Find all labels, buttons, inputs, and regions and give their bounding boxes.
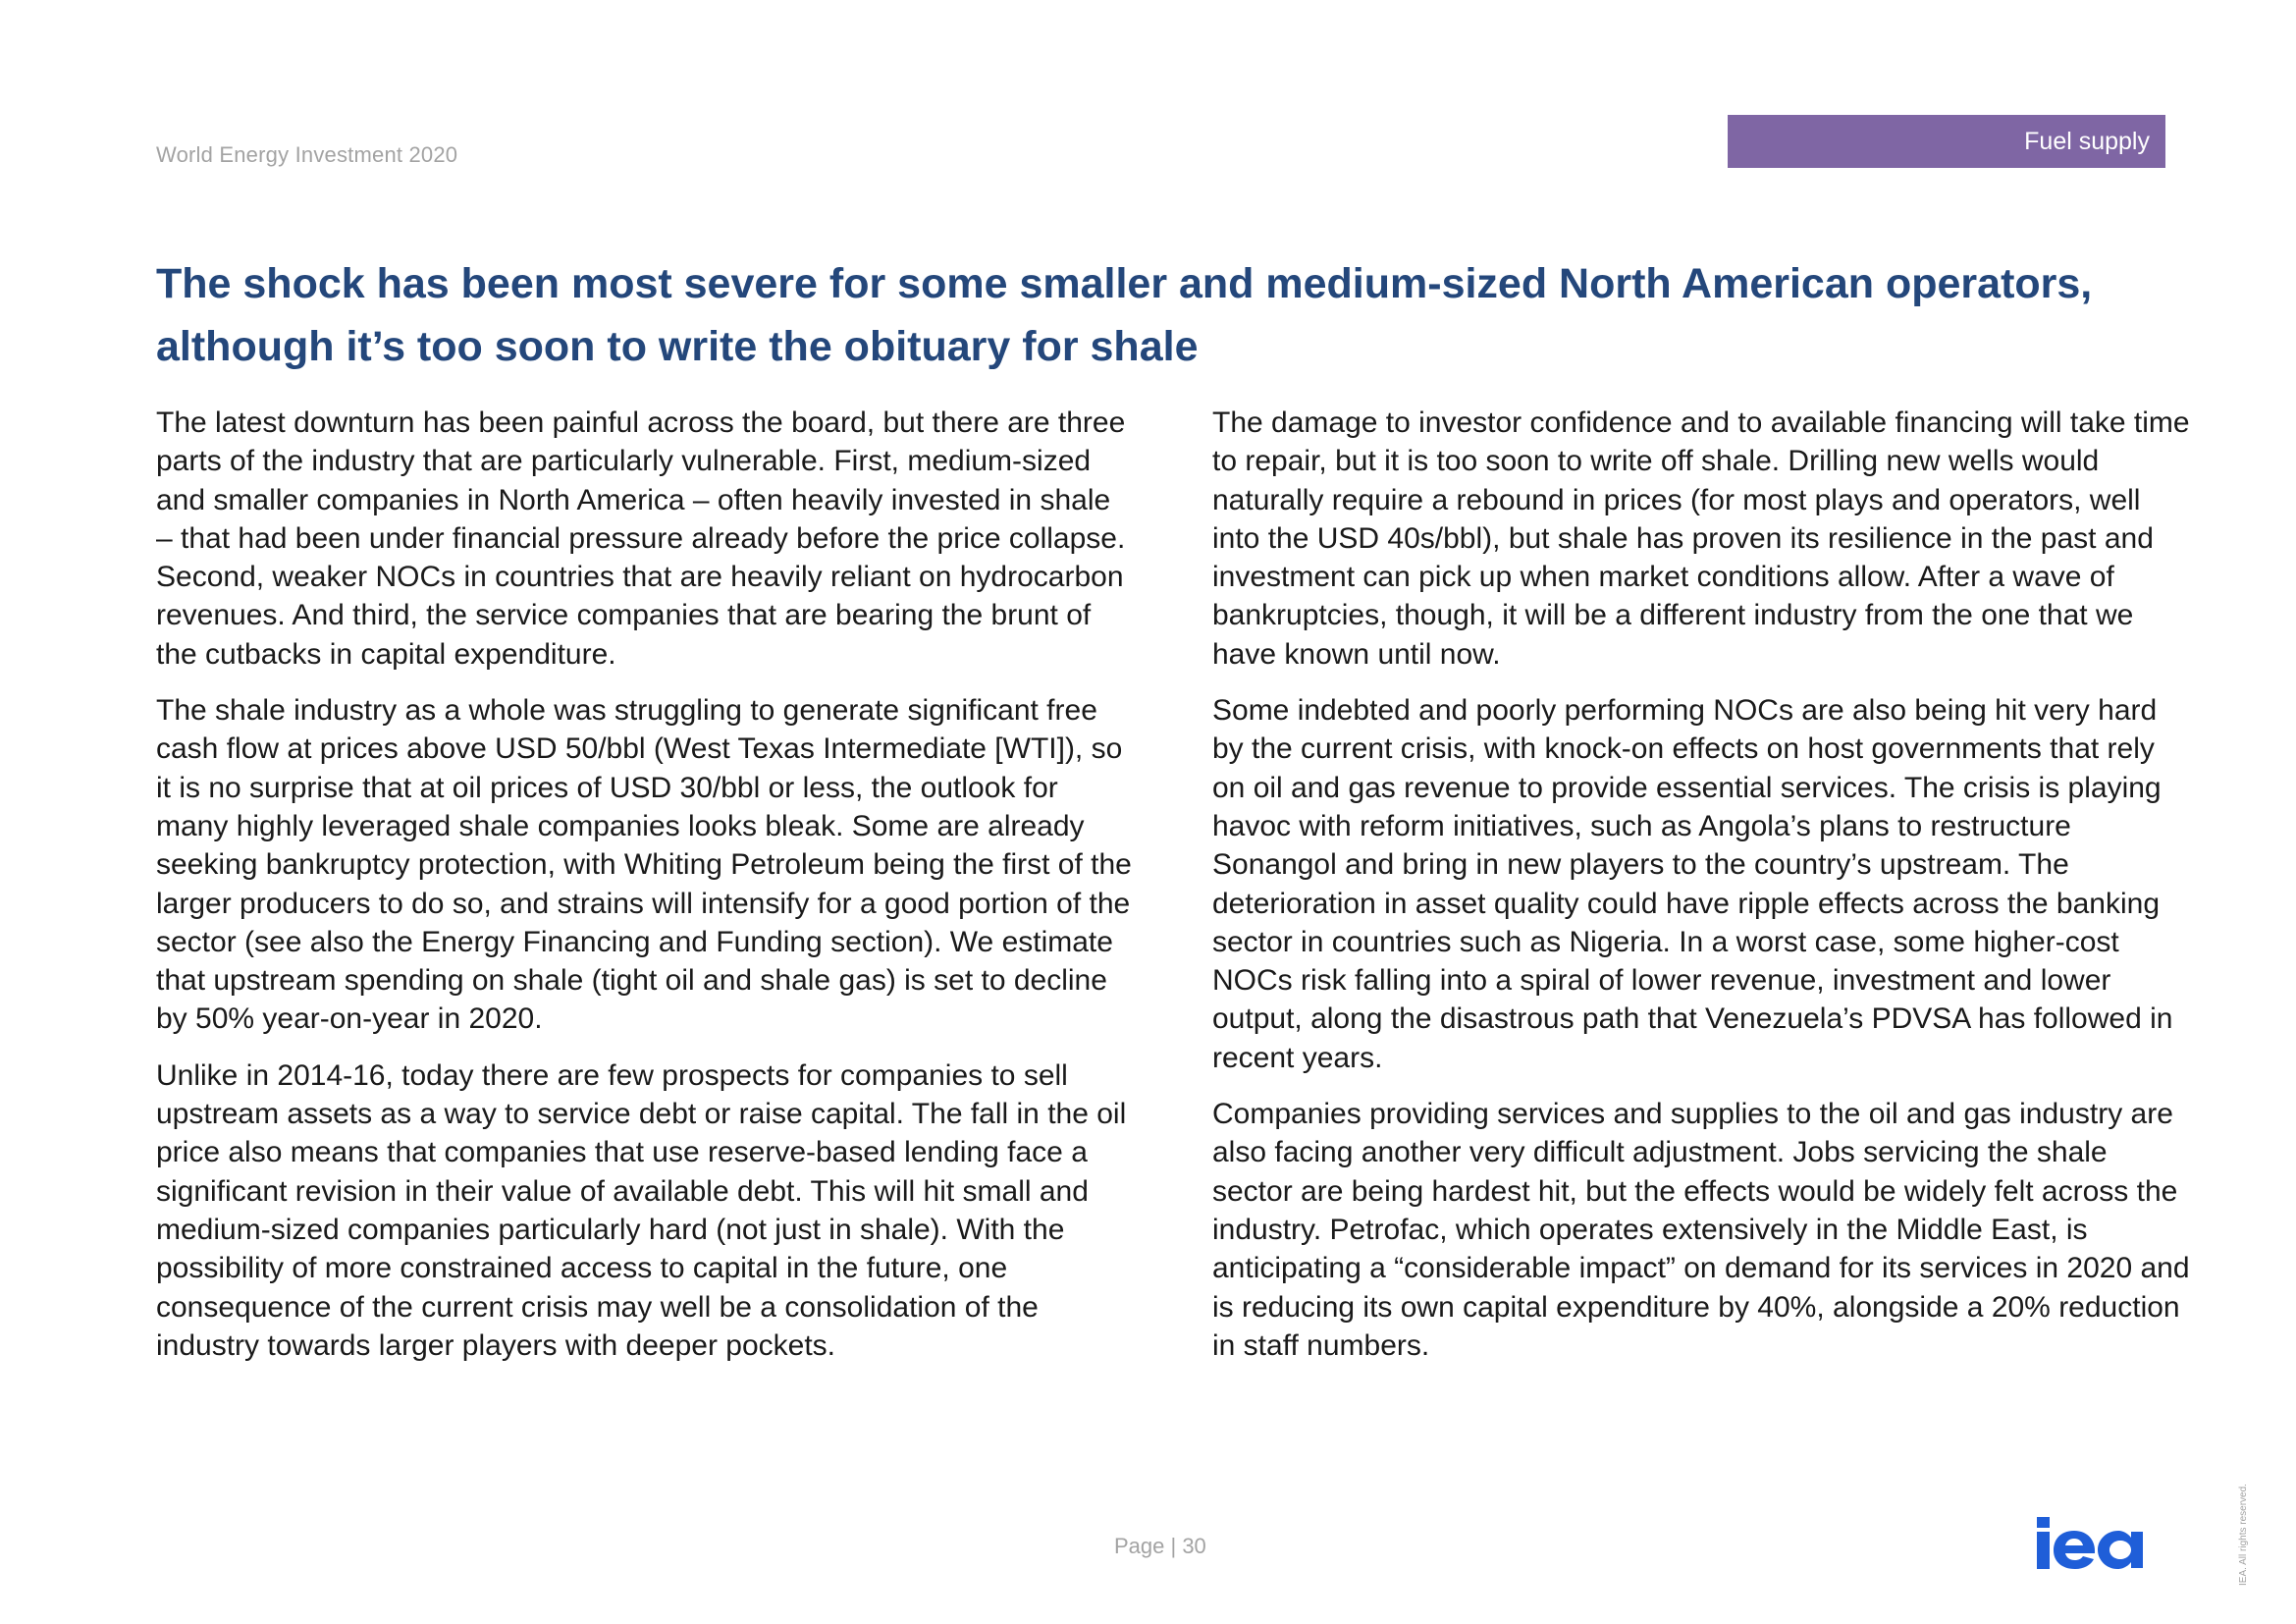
left-column [156,404,1133,1382]
section-tab: Fuel supply [1728,115,2165,168]
right-column [1212,404,2194,1382]
right-paragraph-1: The damage to investor confidence and to available financing will take time to repair, but it is too soon to write off shale. Drilling new wells would naturally require a rebound in prices (for most plays and operators, well into the USD 40s/bbl), but shale has proven its resilience in the past and investment can pick up when market conditions allow. After a wave of bankruptcies, though, it will be a different industry from the one that we have known until now. [1212,406,2190,671]
left-paragraph-3: Unlike in 2014-16, today there are few prospects for companies to sell upstream assets as a way to service debt or raise capital. The fall in the oil price also means that companies that use reserve-based lending face a significant revision in their value of available debt. This will hit small and medium-sized companies particularly hard (not just in shale). With the possibility of more constrained access to capital in the future, one consequence of the current crisis may well be a consolidation of the industry towards larger players with deeper pockets. [156,1058,1127,1362]
left-paragraph-2: The shale industry as a whole was struggling to generate significant free cash flow at prices above USD 50/bbl (West Texas Intermediate [WTI]), so it is no surprise that at oil prices of USD 30/bbl or less, the outlook for many highly leveraged shale companies looks bleak. Some are already seeking bankruptcy protection, with Whiting Petroleum being the first of the larger producers to do so, and strains will intensify for a good portion of the sector (see also the Energy Financing and Funding section). We estimate that upstream spending on shale (tight oil and shale gas) is set to decline by 50% year-on-year in 2020. [156,694,1132,1036]
right-paragraph-2: Some indebted and poorly performing NOCs are also being hit very hard by the current crisis, with knock-on effects on host governments that rely on oil and gas revenue to provide essential services. The crisis is playing havoc with reform initiatives, such as Angola’s plans to restructure Sonangol and bring in new players to the country’s upstream. The deterioration in asset quality could have ripple effects across the banking sector in countries such as Nigeria. In a worst case, some higher-cost NOCs risk falling into a spiral of lower revenue, investment and lower output, along the disastrous path that Venezuela’s PDVSA has followed in recent years. [1212,694,2173,1074]
page-number: Page | 30 [1114,1534,1206,1558]
iea-logo [2037,1517,2167,1569]
copyright-notice: IEA. All rights reserved. [2238,1484,2249,1586]
right-paragraph-3: Companies providing services and supplies to the oil and gas industry are also facing another very difficult adjustment. Jobs servicing the shale sector are being hardest hit, but the effects would be widely felt across the industry. Petrofac, which operates extensively in the Middle East, is anticipating a “considerable impact” on demand for its services in 2020 and is reducing its own capital expenditure by 40%, alongside a 20% reduction in staff numbers. [1212,1098,2190,1362]
left-paragraph-1: The latest downturn has been painful across the board, but there are three parts of the industry that are particularly vulnerable. First, medium-sized and smaller companies in North America – often heavily invested in shale – that had been under financial pressure already before the price collapse. Second, weaker NOCs in countries that are heavily reliant on hydrocarbon revenues. And third, the service companies that are bearing the brunt of the cutbacks in capital expenditure. [156,406,1126,671]
running-header-title: World Energy Investment 2020 [156,142,458,167]
page-headline: The shock has been most severe for some smaller and medium-sized North American operators, although it’s too soon to write the obituary for shale [156,260,2093,370]
